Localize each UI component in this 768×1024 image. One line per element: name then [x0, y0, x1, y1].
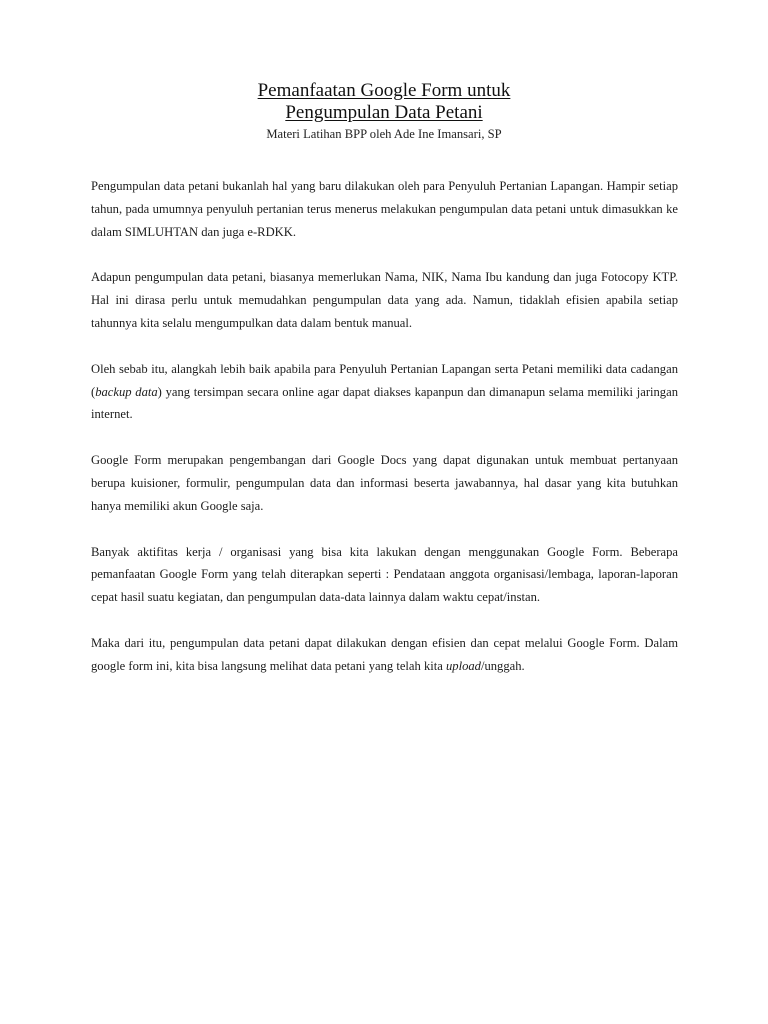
paragraph-3 [91, 358, 678, 426]
document-body [91, 175, 678, 701]
document-title-line-2: Pengumpulan Data Petani [285, 102, 483, 123]
document-subtitle: Materi Latihan BPP oleh Ade Ine Imansari, SP [266, 127, 502, 141]
title-block [0, 80, 768, 143]
paragraph-6-text-before: Maka dari itu, pengumpulan data petani dapat dilakukan dengan efisien dan cepat melalui Google Form. Dalam google form ini, kita bisa langsung melihat data petani yang telah kita [91, 635, 678, 673]
paragraph-3-italic-term: backup data [95, 384, 158, 399]
paragraph-1: Pengumpulan data petani bukanlah hal yang baru dilakukan oleh para Penyuluh Pertanian Lapangan. Hampir setiap tahun, pada umumnya penyuluh pertanian terus menerus melakukan pengumpulan data petani untuk dimasukkan ke dalam SIMLUHTAN dan juga e-RDKK. [91, 179, 678, 239]
paragraph-5: Banyak aktifitas kerja / organisasi yang bisa kita lakukan dengan menggunakan Google Form. Beberapa pemanfaatan Google Form yang telah diterapkan seperti : Pendataan anggota organisasi/lembaga, laporan-laporan cepat hasil suatu kegiatan, dan pengumpulan data-data lainnya dalam waktu cepat/instan. [91, 544, 678, 605]
paragraph-6-text-after: /unggah. [480, 658, 525, 673]
paragraph-4: Google Form merupakan pengembangan dari Google Docs yang dapat digunakan untuk membuat pertanyaan berupa kuisioner, formulir, pengumpulan data dan informasi beserta jawabannya, hal dasar yang kita butuhkan hanya memiliki akun Google saja. [91, 453, 678, 513]
paragraph-3-text-before: Oleh sebab itu, alangkah lebih baik apabila para Penyuluh Pertanian Lapangan serta Petani memiliki data cadangan ( [91, 361, 678, 399]
document-title-line-1: Pemanfaatan Google Form untuk [257, 80, 511, 101]
paragraph-2: Adapun pengumpulan data petani, biasanya memerlukan Nama, NIK, Nama Ibu kandung dan juga Fotocopy KTP. Hal ini dirasa perlu untuk memudahkan pengumpulan data yang ada. Namun, tidaklah efisien apabila setiap tahunnya kita selalu mengumpulkan data dalam bentuk manual. [91, 270, 678, 330]
paragraph-6 [91, 632, 678, 678]
paragraph-6-italic-term: upload [445, 658, 481, 673]
paragraph-3-text-after: ) yang tersimpan secara online agar dapat diakses kapanpun dan dimanapun selama memiliki jaringan internet. [91, 384, 678, 422]
